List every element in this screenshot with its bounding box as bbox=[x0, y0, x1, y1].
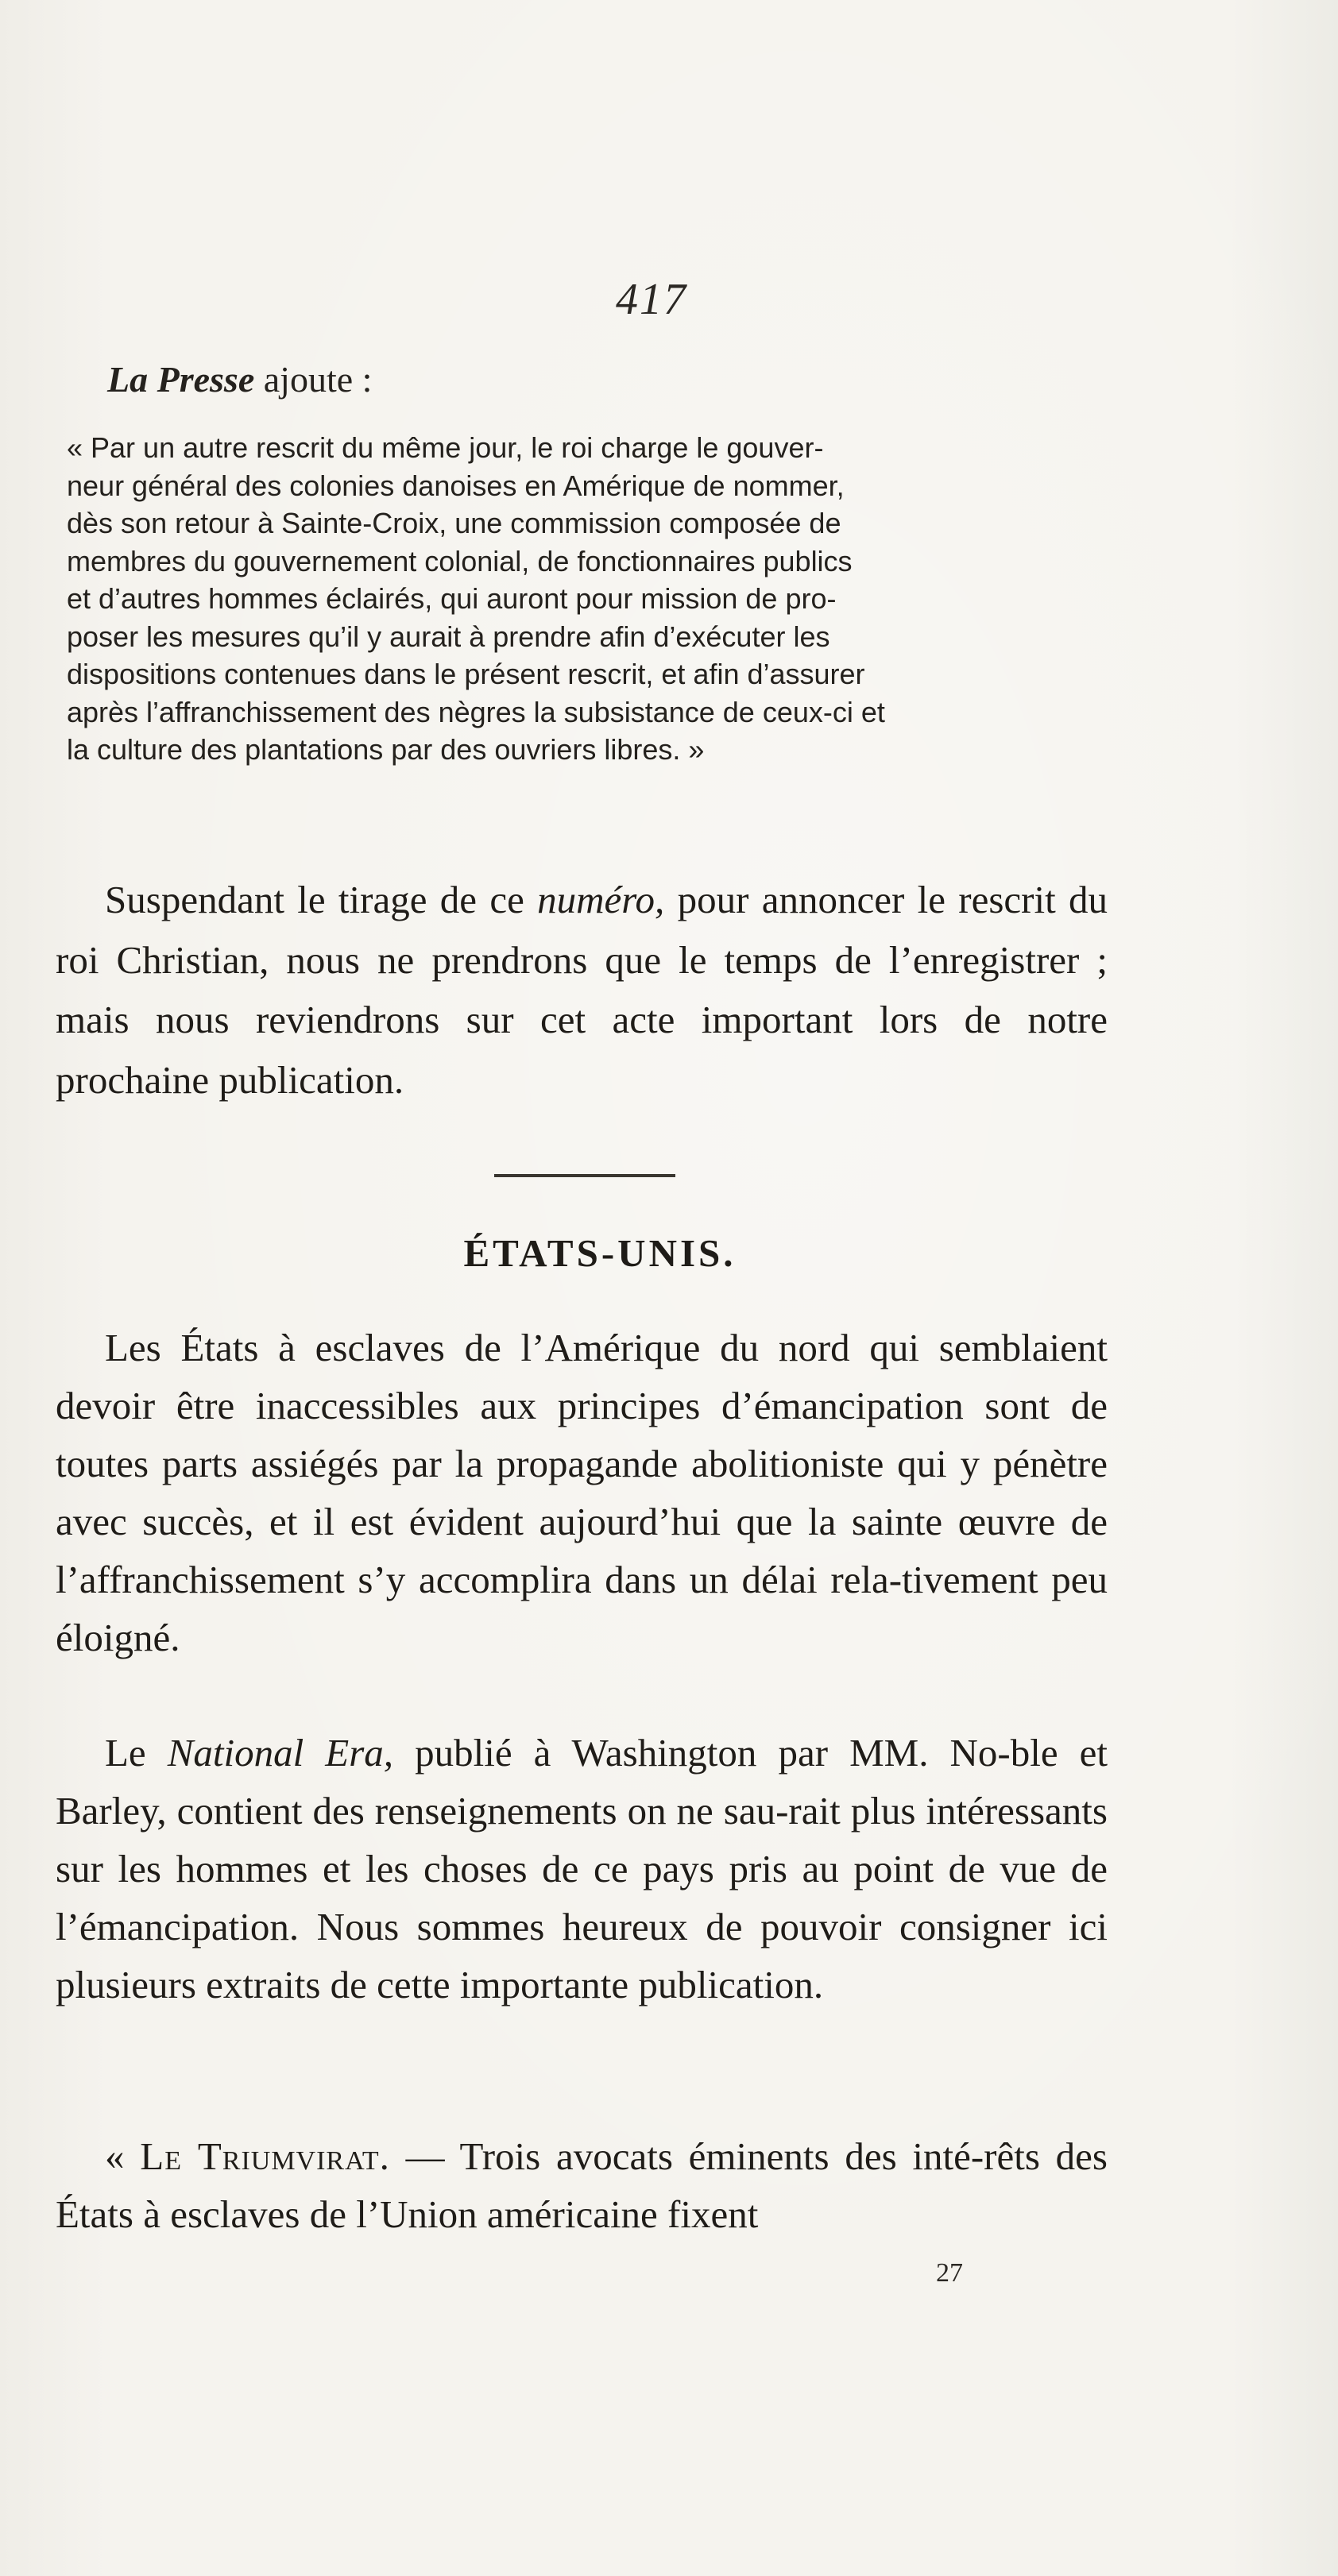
paragraph-text-part: publié à Washington par MM. No-ble et Barley, contient des renseignements on ne sau-rait plus intéressants sur les hommes et les choses de ce pays pris au point de vue de l’émancipation. Nous sommes heureux de pouvoir consigner ici plusieurs extraits de cette importante publication. bbox=[56, 1731, 1108, 2006]
paragraph-text bbox=[56, 870, 1108, 1110]
printer-signature: 27 bbox=[936, 2258, 963, 2288]
section-title: ÉTATS-UNIS. bbox=[463, 1231, 737, 1275]
quote-line: après l’affranchissement des nègres la subsistance de ceux-ci et bbox=[67, 695, 885, 728]
intro-line bbox=[107, 357, 1159, 402]
abolition-paragraph bbox=[56, 1319, 1108, 1666]
quote-line: poser les mesures qu’il y aurait à prendre afin d’exécuter les bbox=[67, 620, 830, 653]
paragraph-text-part: pour annoncer le rescrit du roi Christian, nous ne prendrons que le temps de l’enregistrer ; mais nous reviendrons sur cet acte important lors de notre prochaine publication. bbox=[56, 878, 1108, 1102]
quote-line: membres du gouvernement colonial, de fonctionnaires publics bbox=[67, 544, 853, 577]
subsection-heading: Le Triumvirat. bbox=[140, 2134, 390, 2178]
national-era-paragraph bbox=[56, 1724, 1108, 2014]
quote-line: dès son retour à Sainte-Croix, une commission composée de bbox=[67, 507, 841, 539]
open-quote: « bbox=[105, 2134, 141, 2178]
intro-text: ajoute : bbox=[254, 359, 373, 400]
paragraph-text bbox=[56, 1724, 1108, 2014]
paragraph-text-part: Suspendant le tirage de ce bbox=[105, 878, 538, 921]
journal-title: La Presse bbox=[107, 359, 255, 400]
paragraph-text-part: Le bbox=[105, 1731, 168, 1775]
triumvirate-paragraph bbox=[56, 2127, 1108, 2243]
section-divider bbox=[494, 1174, 675, 1177]
paragraph-text bbox=[56, 2127, 1108, 2243]
quote-line: neur général des colonies danoises en Amérique de nommer, bbox=[67, 469, 845, 502]
suspension-paragraph bbox=[56, 870, 1108, 1110]
quoted-rescript bbox=[56, 429, 1108, 769]
emphasized-word: numéro, bbox=[537, 878, 665, 921]
newspaper-title: National Era, bbox=[167, 1731, 394, 1775]
quote-line: et d’autres hommes éclairés, qui auront pour mission de pro- bbox=[67, 582, 837, 615]
paragraph-text: Les États à esclaves de l’Amérique du nord qui semblaient devoir être inaccessibles aux principes d’émancipation sont de toutes parts assiégés par la propagande abolitioniste qui y pénètre avec succès, et il est évident aujourd’hui que la sainte œuvre de l’affranchissement s’y accomplira dans un délai rela-tivement peu éloigné. bbox=[56, 1326, 1108, 1659]
quote-line: dispositions contenues dans le présent rescrit, et afin d’assurer bbox=[67, 658, 865, 690]
quote-line: la culture des plantations par des ouvriers libres. » bbox=[67, 733, 705, 766]
quote-line: « Par un autre rescrit du même jour, le roi charge le gouver- bbox=[67, 431, 824, 464]
page-number: 417 bbox=[616, 275, 687, 324]
paragraph-text-part: — Trois avocats éminents des inté-rêts des États à esclaves de l’Union américaine fixent bbox=[56, 2134, 1108, 2236]
